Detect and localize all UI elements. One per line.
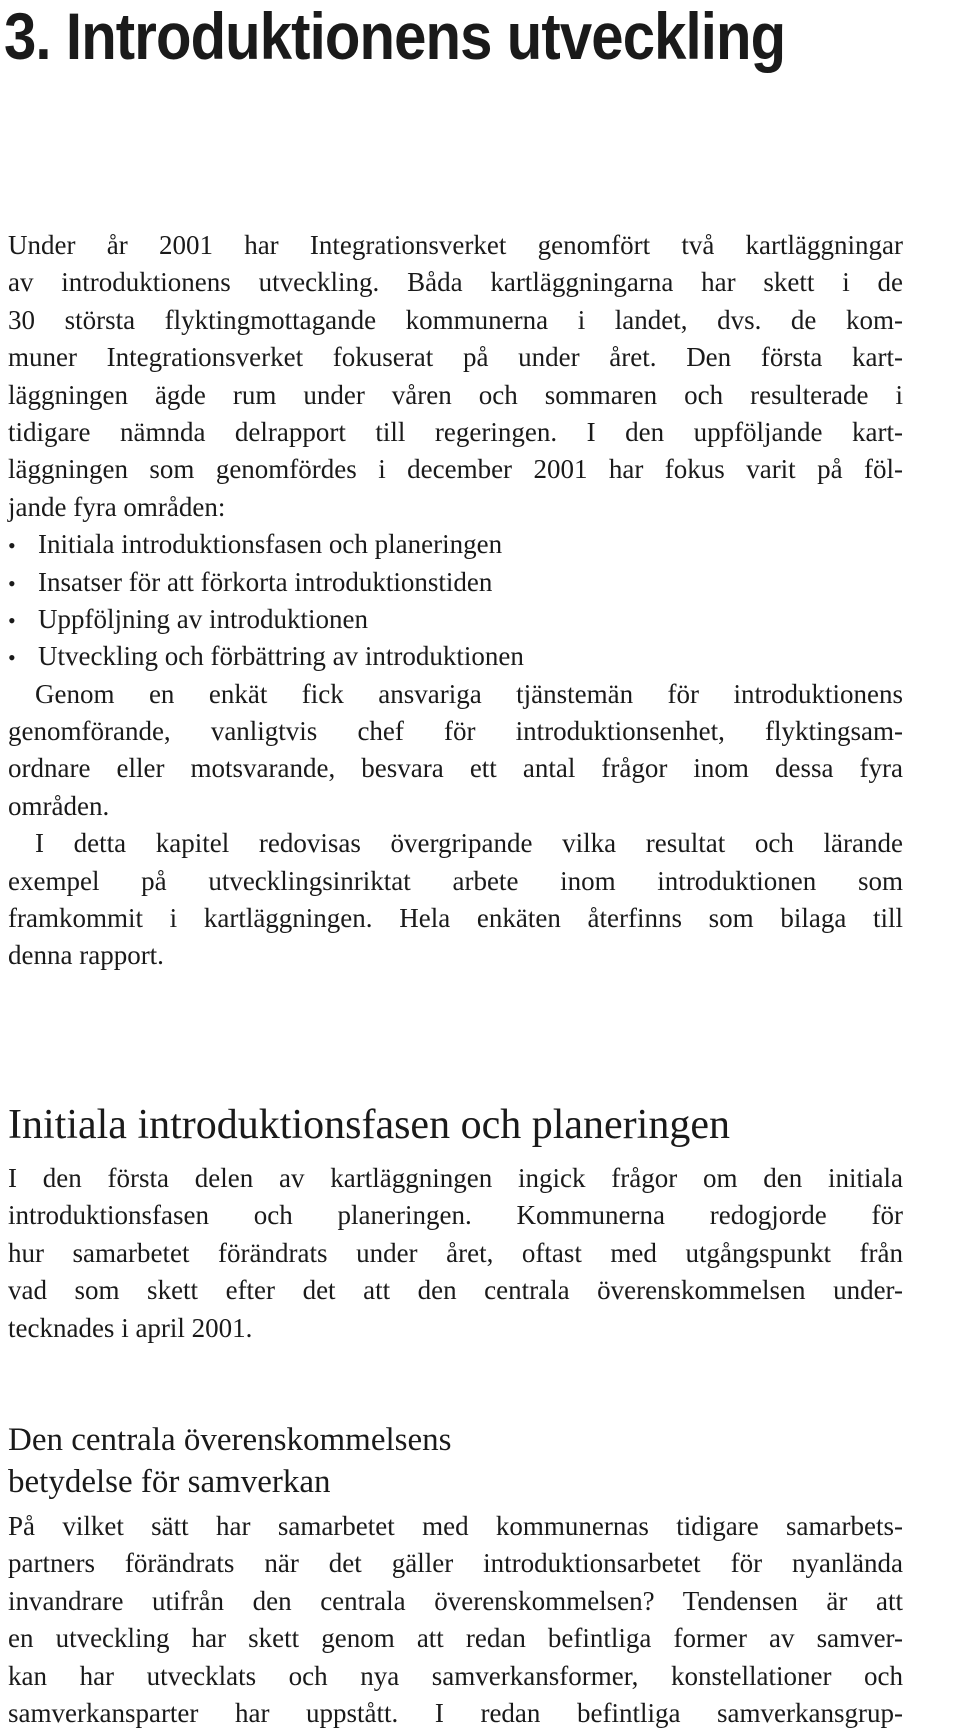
text-line: 30 största flyktingmottagande kommunerna i landet, dvs. de kom- [8, 304, 903, 335]
bullet-icon: • [8, 533, 16, 559]
text-line: tidigare nämnda delrapport till regeringen. I den uppföljande kart- [8, 416, 903, 447]
list-item [8, 526, 903, 563]
list-item [8, 601, 903, 638]
text-line: samverkansparter har uppstått. I redan befintliga samverkansgrup- [8, 1697, 903, 1728]
subsection-heading [8, 1419, 452, 1503]
list-item-text: Uppföljning av introduktionen [38, 603, 368, 634]
text-line: muner Integrationsverket fokuserat på under året. Den första kart- [8, 342, 903, 373]
bullet-icon: • [8, 645, 16, 671]
text-line: hur samarbetet förändrats under året, oftast med utgångspunkt från [8, 1237, 903, 1268]
text-line: I detta kapitel redovisas övergripande vilka resultat och lärande [35, 828, 903, 859]
section2-paragraph [8, 1508, 903, 1732]
text-line: läggningen ägde rum under våren och sommaren och resulterade i [8, 379, 903, 410]
text-line: introduktionsfasen och planeringen. Kommunerna redogjorde för [8, 1200, 903, 1231]
text-line: Genom en enkät fick ansvariga tjänstemän för introduktionens [35, 678, 903, 709]
text-line: exempel på utvecklingsinriktat arbete inom introduktionen som [8, 865, 903, 896]
text-line: kan har utvecklats och nya samverkansformer, konstellationer och [8, 1660, 903, 1691]
text-line: I den första delen av kartläggningen ingick frågor om den initiala [8, 1163, 903, 1193]
section1-paragraph [8, 1160, 903, 1347]
text-line: ordnare eller motsvarande, besvara ett antal frågor inom dessa fyra [8, 753, 903, 784]
text-line: tecknades i april 2001. [8, 1312, 253, 1343]
bullet-icon: • [8, 570, 16, 596]
text-line: På vilket sätt har samarbetet med kommunernas tidigare samarbets- [8, 1511, 903, 1541]
bullet-list [8, 526, 903, 676]
subsection-heading-line: Den centrala överenskommelsens [8, 1422, 452, 1458]
text-line: invandrare utifrån den centrala överenskommelsen? Tendensen är att [8, 1585, 903, 1616]
text-line: framkommit i kartläggningen. Hela enkäten återfinns som bilaga till [8, 903, 903, 934]
subsection-heading-line: betydelse för samverkan [8, 1464, 331, 1500]
text-line: vad som skett efter det att den centrala överenskommelsen under- [8, 1275, 903, 1306]
text-line: genomförande, vanligtvis chef för introduktionsenhet, flyktingsam- [8, 716, 903, 747]
list-item [8, 638, 903, 675]
list-item-text: Utveckling och förbättring av introduktionen [38, 641, 524, 672]
text-line: läggningen som genomfördes i december 2001 har fokus varit på föl- [8, 454, 903, 485]
list-item [8, 564, 903, 601]
text-line: denna rapport. [8, 940, 164, 971]
intro-paragraph [8, 227, 903, 975]
text-line: en utveckling har skett genom att redan befintliga former av samver- [8, 1623, 903, 1654]
list-item-text: Initiala introduktionsfasen och planeringen [38, 529, 503, 560]
text-line: partners förändrats när det gäller introduktionsarbetet för nyanlända [8, 1548, 903, 1579]
text-line: områden. [8, 790, 110, 821]
bullet-icon: • [8, 607, 16, 633]
section-heading: Initiala introduktionsfasen och planeringen [8, 1102, 730, 1148]
text-line: av introduktionens utveckling. Båda kartläggningarna har skett i de [8, 267, 903, 298]
list-item-text: Insatser för att förkorta introduktionstiden [38, 566, 493, 597]
text-line: Under år 2001 har Integrationsverket genomfört två kartläggningar [8, 230, 903, 260]
chapter-title: 3. Introduktionens utveckling [4, 0, 786, 73]
text-line: jande fyra områden: [8, 491, 226, 522]
